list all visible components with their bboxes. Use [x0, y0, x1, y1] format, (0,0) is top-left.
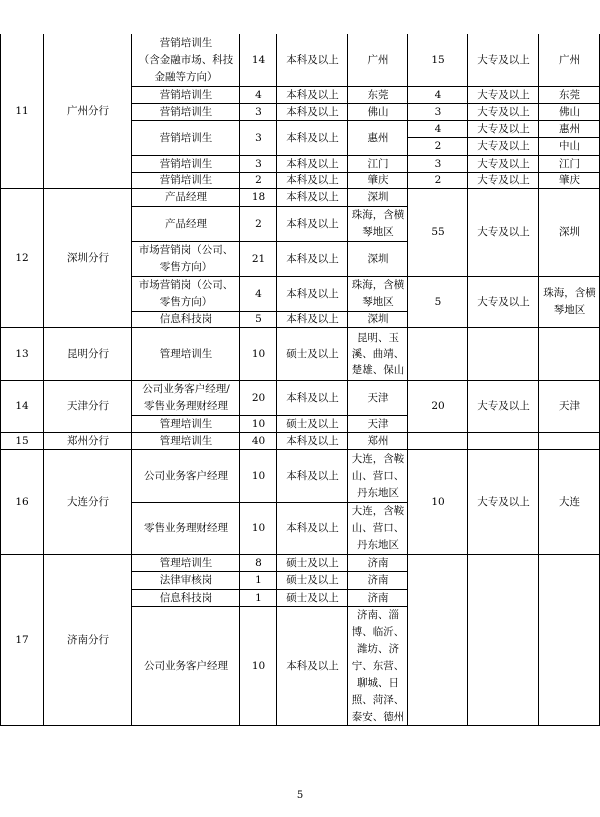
position-name: 产品经理 — [165, 191, 207, 203]
position-education: 硕士及以上 — [286, 556, 339, 569]
position-location: 深圳 — [367, 252, 389, 265]
position-location: 大连，含鞍 山、营口、 丹东地区 — [351, 452, 405, 499]
group-no: 13 — [15, 347, 29, 360]
position-location: 广州 — [367, 54, 389, 66]
jc-count: 3 — [434, 105, 442, 118]
jc-location: 大连 — [559, 495, 580, 508]
position-count: 3 — [255, 131, 262, 144]
jc-education: 大专及以上 — [477, 140, 530, 152]
jc-location: 天津 — [559, 400, 580, 412]
group-no: 16 — [15, 495, 29, 508]
branch-name: 郑州分行 — [67, 434, 109, 447]
position-location: 深圳 — [367, 313, 389, 325]
position-count: 10 — [251, 522, 266, 534]
jc-location: 佛山 — [559, 105, 580, 118]
position-name: 营销培训生 — [159, 105, 213, 118]
position-name: 信息科技岗 — [159, 313, 213, 325]
position-count: 2 — [255, 174, 262, 186]
position-location: 深圳 — [367, 191, 389, 203]
position-education: 本科及以上 — [286, 434, 339, 447]
position-name: 营销培训生 — [159, 131, 213, 144]
position-name: 零售业务理财经理 — [144, 522, 228, 534]
branch-name: 昆明分行 — [67, 347, 109, 360]
position-education: 本科及以上 — [286, 313, 339, 325]
position-count: 1 — [255, 574, 262, 586]
jc-location: 江门 — [559, 157, 580, 170]
position-count: 4 — [255, 287, 262, 300]
jc-education: 大专及以上 — [477, 105, 530, 118]
position-name: 管理培训生 — [159, 347, 213, 360]
jc-education: 大专及以上 — [477, 226, 530, 238]
branch-name: 天津分行 — [67, 400, 109, 412]
position-education: 硕士及以上 — [286, 591, 339, 604]
position-name: 公司业务客户经理/ 零售业务理财经理 — [142, 383, 230, 412]
position-count: 10 — [251, 417, 266, 430]
page-number: 5 — [296, 790, 304, 801]
jc-location: 深圳 — [559, 226, 580, 238]
position-location: 大连，含鞍 山、营口、 丹东地区 — [351, 505, 405, 551]
group-no: 11 — [15, 105, 29, 117]
position-name: 营销培训生 （含金融市场、科技 金融等方向） — [138, 37, 234, 83]
position-name: 产品经理 — [165, 217, 207, 230]
jc-location: 中山 — [559, 140, 580, 152]
group-no: 12 — [15, 251, 29, 264]
position-location: 昆明、玉 溪、曲靖、 楚雄、保山 — [351, 332, 405, 376]
position-education: 硕士及以上 — [286, 574, 339, 586]
position-count: 10 — [251, 347, 266, 360]
position-location: 济南 — [367, 556, 389, 569]
position-name: 公司业务客户经理 — [144, 659, 228, 672]
position-name: 营销培训生 — [159, 174, 213, 186]
position-location: 江门 — [367, 157, 389, 170]
branch-name: 大连分行 — [67, 495, 109, 508]
jc-location: 肇庆 — [559, 174, 580, 186]
position-name: 市场营销岗（公司、 零售方向） — [138, 279, 234, 308]
position-location: 惠州 — [367, 131, 389, 144]
position-name: 市场营销岗（公司、 零售方向） — [138, 244, 234, 273]
jc-count: 5 — [434, 295, 442, 308]
position-education: 本科及以上 — [286, 157, 339, 170]
branch-name: 济南分行 — [67, 633, 109, 646]
position-location: 天津 — [367, 391, 389, 404]
position-location: 济南 — [367, 574, 389, 586]
position-count: 14 — [251, 54, 266, 66]
position-location: 天津 — [367, 417, 389, 430]
jc-count: 4 — [434, 88, 442, 101]
jc-location: 广州 — [559, 54, 580, 66]
position-education: 本科及以上 — [286, 174, 339, 186]
position-count: 21 — [251, 252, 266, 265]
position-name: 法律审核岗 — [159, 574, 213, 586]
position-education: 硕士及以上 — [286, 417, 339, 430]
jc-count: 2 — [434, 174, 442, 186]
branch-name: 深圳分行 — [67, 251, 109, 264]
jc-education: 大专及以上 — [477, 174, 530, 186]
position-name: 公司业务客户经理 — [144, 469, 228, 482]
position-count: 10 — [251, 659, 266, 672]
jc-count: 20 — [431, 400, 445, 412]
position-name: 管理培训生 — [159, 434, 213, 447]
position-name: 营销培训生 — [159, 157, 213, 170]
jc-location: 珠海，含横 琴地区 — [543, 287, 596, 316]
position-name: 信息科技岗 — [159, 591, 213, 604]
position-education: 本科及以上 — [286, 469, 339, 482]
branch-name: 广州分行 — [67, 105, 109, 117]
jc-education: 大专及以上 — [477, 88, 530, 101]
position-location: 郑州 — [367, 434, 389, 447]
jc-education: 大专及以上 — [477, 400, 530, 412]
position-location: 珠海，含横 琴地区 — [351, 209, 405, 238]
position-name: 营销培训生 — [159, 88, 213, 101]
position-education: 本科及以上 — [286, 391, 339, 404]
position-location: 东莞 — [367, 88, 389, 101]
jc-count: 55 — [431, 226, 445, 238]
jc-count: 3 — [434, 157, 442, 170]
position-count: 20 — [251, 391, 266, 404]
position-education: 本科及以上 — [286, 88, 339, 101]
position-name: 管理培训生 — [159, 556, 213, 569]
position-count: 5 — [255, 313, 262, 325]
position-education: 本科及以上 — [286, 659, 339, 672]
jc-location: 东莞 — [559, 88, 580, 101]
position-education: 硕士及以上 — [286, 347, 339, 360]
group-no: 17 — [15, 633, 29, 646]
jc-count: 2 — [434, 140, 442, 152]
position-education: 本科及以上 — [286, 522, 339, 534]
position-count: 4 — [255, 88, 262, 101]
position-name: 管理培训生 — [159, 417, 213, 430]
jc-education: 大专及以上 — [477, 295, 530, 308]
position-location: 济南 — [367, 591, 389, 604]
position-education: 本科及以上 — [286, 217, 339, 230]
position-education: 本科及以上 — [286, 191, 339, 203]
jc-education: 大专及以上 — [477, 54, 530, 66]
group-no: 15 — [15, 434, 29, 447]
position-count: 3 — [255, 157, 262, 170]
position-location: 珠海，含横 琴地区 — [351, 279, 405, 308]
jc-count: 10 — [431, 495, 445, 508]
jc-education: 大专及以上 — [477, 122, 530, 135]
position-count: 8 — [255, 556, 262, 569]
position-location: 佛山 — [367, 105, 389, 118]
position-count: 18 — [251, 191, 266, 203]
position-education: 本科及以上 — [286, 105, 339, 118]
position-count: 10 — [251, 469, 266, 482]
jc-location: 惠州 — [559, 122, 580, 135]
position-location: 肇庆 — [367, 174, 389, 186]
position-count: 2 — [255, 217, 262, 230]
position-education: 本科及以上 — [286, 54, 339, 66]
position-education: 本科及以上 — [286, 131, 339, 144]
group-no: 14 — [15, 400, 29, 412]
position-education: 本科及以上 — [286, 287, 339, 300]
jc-education: 大专及以上 — [477, 495, 530, 508]
jc-count: 15 — [431, 54, 445, 66]
position-count: 1 — [255, 591, 262, 604]
position-education: 本科及以上 — [286, 252, 339, 265]
position-count: 40 — [251, 434, 266, 447]
jc-education: 大专及以上 — [477, 157, 530, 170]
position-location: 济南、淄 博、临沂、 潍坊、济 宁、东营、 聊城、日 照、菏泽、 泰安、德州 — [351, 608, 405, 723]
jc-count: 4 — [434, 122, 442, 135]
position-count: 3 — [255, 105, 262, 118]
